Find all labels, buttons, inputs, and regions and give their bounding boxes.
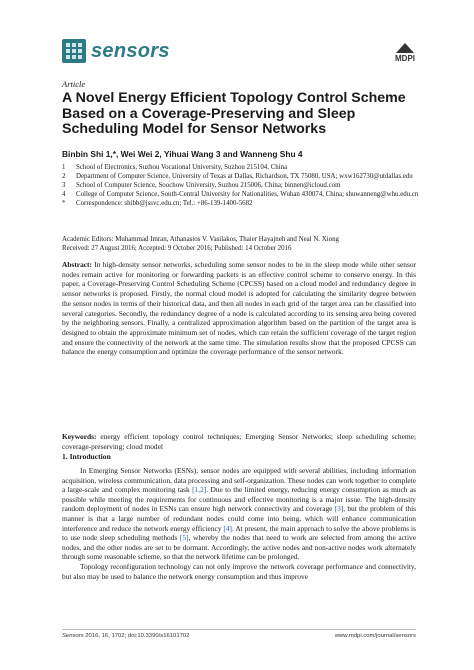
citation-link[interactable]: [3]	[334, 504, 344, 514]
introduction-body	[62, 466, 416, 581]
author-list: Binbin Shi 1,*, Wei Wei 2, Yihuai Wang 3 and Wanneng Shu 4	[62, 149, 303, 159]
mdpi-logo-icon	[396, 43, 414, 53]
affiliation-item: 1 School of Electronics, Suzhou Vocational University, Suzhou 215104, China	[62, 164, 288, 171]
footer-divider	[62, 629, 416, 630]
editorial-info	[62, 236, 422, 254]
publication-dates: Received: 27 August 2016; Accepted: 9 October 2016; Published: 14 October 2016	[62, 244, 292, 252]
paragraph: Topology reconfiguration technology can not only improve the network coverage performance and connectivity, but also may be used to balance the network energy consumption and thus improve	[62, 561, 416, 581]
journal-website[interactable]: www.mdpi.com/journal/sensors	[334, 633, 416, 639]
journal-name: sensors	[91, 39, 170, 62]
abstract-label: Abstract:	[62, 260, 92, 269]
keywords-text: energy efficient topology control techniques; Emerging Sensor Networks; sleep scheduling scheme; coverage-preserving; cloud model	[62, 432, 416, 451]
affiliation-item: 2 Department of Computer Science, University of Texas at Dallas, Richardson, TX 75080, USA; wxw162730@utdallas.edu	[62, 172, 413, 180]
paper-title: A Novel Energy Efficient Topology Control Scheme Based on a Coverage-Preserving and Sleep Scheduling Model for Sensor Networks	[62, 90, 406, 138]
paragraph: In Emerging Sensor Networks (ESNs), sensor nodes are equipped with several abilities, including information acquisition, wireless communication, data processing and self-organization. These nodes can work together to complete a large-scale and complex monitoring task [1,2]. Due to the limited energy, reducing energy consumption as much as possible while meeting the requirements for continuous and effective monitoring is a major issue. The high-density random deployment of nodes in ESNs can ensure high network connectivity and coverage [3], but the problem of this manner is that a large number of redundant nodes could come into being, which will enhance communication interference and reduce the network energy efficiency [4]. At present, the main approach to solve the above problems is to use node sleep scheduling methods [5], whereby the nodes that need to work are selected from among the active nodes, and the other nodes are set to be dormant. Accordingly, the active nodes and non-active nodes work alternately through some reasonable scheme, so that the network lifetime can be prolonged.	[62, 466, 417, 562]
citation-link[interactable]: [5]	[179, 533, 189, 543]
citation: Sensors 2016, 16, 1702; doi:10.3390/s16101702	[62, 633, 190, 639]
publisher-logo	[395, 43, 415, 63]
article-type: Article	[62, 79, 86, 89]
publisher-name: MDPI	[395, 54, 415, 63]
abstract-text: In high-density sensor networks, scheduling some sensor nodes to be in the sleep mode while other sensor nodes remain active for monitoring or forwarding packets is an effective control scheme to conserve energy. In this paper, a Coverage-Preserving Control Scheduling Scheme (CPCSS) based on a cloud model and redundancy degree in sensor networks is proposed. Firstly, the normal cloud model is adopted for calculating the similarity degree between the sensor nodes in terms of their historical data, and then all nodes in each grid of the target area can be classified into several categories. Secondly, the redundancy degree of a node is calculated according to its sensing area being covered by the neighboring sensors. Finally, a centralized approximation algorithm based on the partition of the target area is designed to obtain the approximate minimum set of nodes, which can retain the sufficient coverage of the target region and ensure the connectivity of the network at the same time. The simulation results show that the proposed CPCSS can balance the energy consumption and optimize the coverage performance of the sensor network.	[62, 260, 416, 357]
keywords-label: Keywords:	[62, 432, 97, 441]
sensors-logo-icon	[62, 39, 86, 63]
page-footer	[62, 633, 416, 639]
academic-editors: Academic Editors: Muhammad Imran, Athanasios V. Vasilakos, Thaier Hayajneh and Neal N. Xiong	[62, 236, 339, 243]
keywords	[62, 432, 416, 451]
affiliation-list	[62, 164, 422, 209]
journal-header	[62, 39, 170, 63]
citation-link[interactable]: [4]	[223, 523, 233, 533]
correspondence: * Correspondence: shibb@jssvc.edu.cn; Tel.: +86-139-1400-5682	[62, 199, 253, 207]
affiliation-item: 3 School of Computer Science, Soochow University, Suzhou 215006, China; binnen@icloud.com	[62, 181, 341, 189]
citation-link[interactable]: [1,2]	[192, 485, 207, 495]
affiliation-item: 4 College of Computer Science, South-Central University for Nationalities, Wuhan 430074, China; shuwanneng@whu.edu.cn	[62, 190, 419, 198]
section-heading: 1. Introduction	[62, 452, 111, 461]
abstract	[62, 260, 416, 357]
